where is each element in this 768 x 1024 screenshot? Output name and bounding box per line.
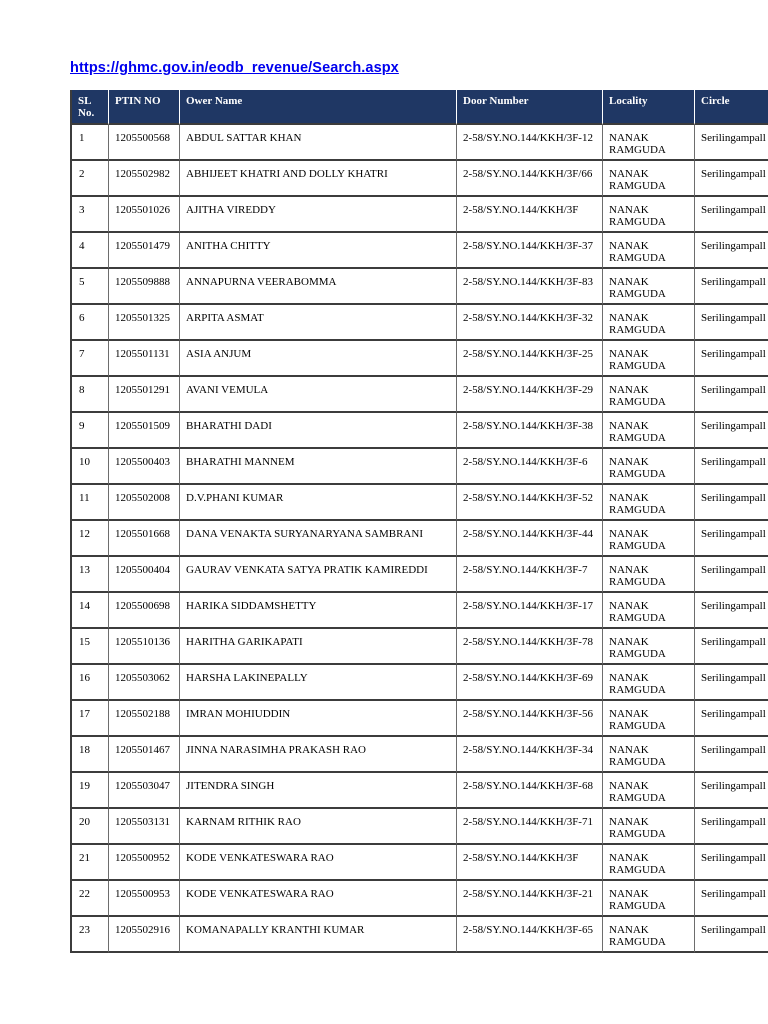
search-url-link[interactable]: https://ghmc.gov.in/eodb_revenue/Search.aspx <box>70 60 399 76</box>
table-row <box>70 269 768 305</box>
table-row <box>70 125 768 161</box>
table-row <box>70 917 768 953</box>
cell-locality: NANAK RAMGUDA <box>602 593 694 629</box>
cell-owner-name: IMRAN MOHIUDDIN <box>179 701 456 737</box>
cell-owner-name: ARPITA ASMAT <box>179 305 456 341</box>
cell-ptin-no: 1205502982 <box>108 161 179 197</box>
cell-circle: Serilingampall <box>694 665 768 701</box>
cell-sl-no: 17 <box>70 701 108 737</box>
cell-circle: Serilingampall <box>694 557 768 593</box>
cell-locality: NANAK RAMGUDA <box>602 809 694 845</box>
cell-owner-name: JITENDRA SINGH <box>179 773 456 809</box>
cell-locality: NANAK RAMGUDA <box>602 917 694 953</box>
header-door-number: Door Number <box>456 90 602 125</box>
cell-circle: Serilingampall <box>694 485 768 521</box>
cell-ptin-no: 1205501668 <box>108 521 179 557</box>
cell-owner-name: DANA VENAKTA SURYANARYANA SAMBRANI <box>179 521 456 557</box>
cell-locality: NANAK RAMGUDA <box>602 485 694 521</box>
cell-door-number: 2-58/SY.NO.144/KKH/3F-78 <box>456 629 602 665</box>
cell-locality: NANAK RAMGUDA <box>602 881 694 917</box>
cell-circle: Serilingampall <box>694 917 768 953</box>
cell-circle: Serilingampall <box>694 125 768 161</box>
cell-sl-no: 3 <box>70 197 108 233</box>
cell-door-number: 2-58/SY.NO.144/KKH/3F-69 <box>456 665 602 701</box>
cell-ptin-no: 1205502188 <box>108 701 179 737</box>
cell-sl-no: 21 <box>70 845 108 881</box>
cell-circle: Serilingampall <box>694 341 768 377</box>
cell-ptin-no: 1205500403 <box>108 449 179 485</box>
cell-locality: NANAK RAMGUDA <box>602 701 694 737</box>
cell-locality: NANAK RAMGUDA <box>602 773 694 809</box>
cell-sl-no: 23 <box>70 917 108 953</box>
cell-locality: NANAK RAMGUDA <box>602 377 694 413</box>
cell-door-number: 2-58/SY.NO.144/KKH/3F-7 <box>456 557 602 593</box>
cell-owner-name: HARSHA LAKINEPALLY <box>179 665 456 701</box>
cell-owner-name: AJITHA VIREDDY <box>179 197 456 233</box>
cell-door-number: 2-58/SY.NO.144/KKH/3F-6 <box>456 449 602 485</box>
cell-sl-no: 1 <box>70 125 108 161</box>
cell-sl-no: 4 <box>70 233 108 269</box>
table-header-row <box>70 90 768 125</box>
cell-sl-no: 22 <box>70 881 108 917</box>
cell-door-number: 2-58/SY.NO.144/KKH/3F-56 <box>456 701 602 737</box>
cell-sl-no: 15 <box>70 629 108 665</box>
cell-ptin-no: 1205500404 <box>108 557 179 593</box>
cell-door-number: 2-58/SY.NO.144/KKH/3F/66 <box>456 161 602 197</box>
cell-sl-no: 7 <box>70 341 108 377</box>
cell-ptin-no: 1205502916 <box>108 917 179 953</box>
table-row <box>70 629 768 665</box>
cell-locality: NANAK RAMGUDA <box>602 665 694 701</box>
header-ptin-no: PTIN NO <box>108 90 179 125</box>
cell-ptin-no: 1205503062 <box>108 665 179 701</box>
cell-circle: Serilingampall <box>694 773 768 809</box>
table-row <box>70 341 768 377</box>
cell-sl-no: 10 <box>70 449 108 485</box>
cell-owner-name: KODE VENKATESWARA RAO <box>179 881 456 917</box>
cell-sl-no: 2 <box>70 161 108 197</box>
cell-circle: Serilingampall <box>694 377 768 413</box>
cell-circle: Serilingampall <box>694 809 768 845</box>
cell-locality: NANAK RAMGUDA <box>602 629 694 665</box>
cell-owner-name: GAURAV VENKATA SATYA PRATIK KAMIREDDI <box>179 557 456 593</box>
table-row <box>70 593 768 629</box>
table-row <box>70 377 768 413</box>
cell-locality: NANAK RAMGUDA <box>602 413 694 449</box>
cell-ptin-no: 1205509888 <box>108 269 179 305</box>
table-row <box>70 845 768 881</box>
cell-door-number: 2-58/SY.NO.144/KKH/3F-52 <box>456 485 602 521</box>
table-row <box>70 773 768 809</box>
table-row <box>70 521 768 557</box>
cell-sl-no: 6 <box>70 305 108 341</box>
cell-ptin-no: 1205503131 <box>108 809 179 845</box>
cell-sl-no: 5 <box>70 269 108 305</box>
header-owner-name: Ower Name <box>179 90 456 125</box>
cell-owner-name: KODE VENKATESWARA RAO <box>179 845 456 881</box>
cell-locality: NANAK RAMGUDA <box>602 557 694 593</box>
cell-circle: Serilingampall <box>694 305 768 341</box>
cell-sl-no: 12 <box>70 521 108 557</box>
cell-owner-name: JINNA NARASIMHA PRAKASH RAO <box>179 737 456 773</box>
cell-locality: NANAK RAMGUDA <box>602 269 694 305</box>
cell-ptin-no: 1205501026 <box>108 197 179 233</box>
cell-locality: NANAK RAMGUDA <box>602 305 694 341</box>
cell-locality: NANAK RAMGUDA <box>602 233 694 269</box>
cell-ptin-no: 1205502008 <box>108 485 179 521</box>
cell-ptin-no: 1205501479 <box>108 233 179 269</box>
cell-owner-name: ANNAPURNA VEERABOMMA <box>179 269 456 305</box>
cell-circle: Serilingampall <box>694 161 768 197</box>
cell-owner-name: D.V.PHANI KUMAR <box>179 485 456 521</box>
cell-ptin-no: 1205510136 <box>108 629 179 665</box>
table-row <box>70 197 768 233</box>
cell-owner-name: HARIKA SIDDAMSHETTY <box>179 593 456 629</box>
table-row <box>70 305 768 341</box>
cell-owner-name: ASIA ANJUM <box>179 341 456 377</box>
cell-circle: Serilingampall <box>694 413 768 449</box>
cell-ptin-no: 1205501131 <box>108 341 179 377</box>
cell-door-number: 2-58/SY.NO.144/KKH/3F <box>456 845 602 881</box>
cell-owner-name: KARNAM RITHIK RAO <box>179 809 456 845</box>
cell-door-number: 2-58/SY.NO.144/KKH/3F-29 <box>456 377 602 413</box>
cell-ptin-no: 1205501325 <box>108 305 179 341</box>
cell-sl-no: 19 <box>70 773 108 809</box>
cell-locality: NANAK RAMGUDA <box>602 449 694 485</box>
cell-sl-no: 13 <box>70 557 108 593</box>
table-row <box>70 737 768 773</box>
cell-sl-no: 11 <box>70 485 108 521</box>
cell-circle: Serilingampall <box>694 593 768 629</box>
cell-door-number: 2-58/SY.NO.144/KKH/3F-32 <box>456 305 602 341</box>
cell-circle: Serilingampall <box>694 845 768 881</box>
cell-locality: NANAK RAMGUDA <box>602 197 694 233</box>
table-row <box>70 413 768 449</box>
cell-sl-no: 20 <box>70 809 108 845</box>
cell-circle: Serilingampall <box>694 701 768 737</box>
cell-circle: Serilingampall <box>694 233 768 269</box>
header-locality: Locality <box>602 90 694 125</box>
cell-locality: NANAK RAMGUDA <box>602 521 694 557</box>
cell-door-number: 2-58/SY.NO.144/KKH/3F-25 <box>456 341 602 377</box>
cell-locality: NANAK RAMGUDA <box>602 845 694 881</box>
table-body <box>70 125 768 953</box>
cell-locality: NANAK RAMGUDA <box>602 125 694 161</box>
cell-locality: NANAK RAMGUDA <box>602 341 694 377</box>
cell-door-number: 2-58/SY.NO.144/KKH/3F-83 <box>456 269 602 305</box>
cell-ptin-no: 1205501291 <box>108 377 179 413</box>
table-row <box>70 161 768 197</box>
cell-ptin-no: 1205500953 <box>108 881 179 917</box>
table-row <box>70 665 768 701</box>
header-circle: Circle <box>694 90 768 125</box>
cell-door-number: 2-58/SY.NO.144/KKH/3F-38 <box>456 413 602 449</box>
header-sl-no: SL No. <box>70 90 108 125</box>
table-row <box>70 881 768 917</box>
cell-owner-name: ANITHA CHITTY <box>179 233 456 269</box>
cell-sl-no: 18 <box>70 737 108 773</box>
table-row <box>70 701 768 737</box>
table-row <box>70 809 768 845</box>
cell-circle: Serilingampall <box>694 737 768 773</box>
cell-circle: Serilingampall <box>694 269 768 305</box>
cell-ptin-no: 1205500698 <box>108 593 179 629</box>
cell-circle: Serilingampall <box>694 881 768 917</box>
cell-ptin-no: 1205500568 <box>108 125 179 161</box>
cell-locality: NANAK RAMGUDA <box>602 161 694 197</box>
cell-circle: Serilingampall <box>694 629 768 665</box>
cell-door-number: 2-58/SY.NO.144/KKH/3F-17 <box>456 593 602 629</box>
cell-sl-no: 8 <box>70 377 108 413</box>
cell-door-number: 2-58/SY.NO.144/KKH/3F-68 <box>456 773 602 809</box>
cell-owner-name: KOMANAPALLY KRANTHI KUMAR <box>179 917 456 953</box>
cell-owner-name: HARITHA GARIKAPATI <box>179 629 456 665</box>
table-row <box>70 449 768 485</box>
cell-door-number: 2-58/SY.NO.144/KKH/3F-12 <box>456 125 602 161</box>
cell-door-number: 2-58/SY.NO.144/KKH/3F-37 <box>456 233 602 269</box>
cell-owner-name: AVANI VEMULA <box>179 377 456 413</box>
cell-sl-no: 14 <box>70 593 108 629</box>
cell-sl-no: 9 <box>70 413 108 449</box>
cell-owner-name: BHARATHI DADI <box>179 413 456 449</box>
cell-sl-no: 16 <box>70 665 108 701</box>
table-row <box>70 233 768 269</box>
cell-door-number: 2-58/SY.NO.144/KKH/3F <box>456 197 602 233</box>
cell-door-number: 2-58/SY.NO.144/KKH/3F-34 <box>456 737 602 773</box>
table-row <box>70 485 768 521</box>
cell-locality: NANAK RAMGUDA <box>602 737 694 773</box>
table-row <box>70 557 768 593</box>
cell-ptin-no: 1205501509 <box>108 413 179 449</box>
cell-owner-name: ABDUL SATTAR KHAN <box>179 125 456 161</box>
cell-circle: Serilingampall <box>694 197 768 233</box>
property-table <box>70 90 768 953</box>
cell-door-number: 2-58/SY.NO.144/KKH/3F-44 <box>456 521 602 557</box>
cell-door-number: 2-58/SY.NO.144/KKH/3F-71 <box>456 809 602 845</box>
cell-circle: Serilingampall <box>694 449 768 485</box>
cell-ptin-no: 1205500952 <box>108 845 179 881</box>
cell-owner-name: BHARATHI MANNEM <box>179 449 456 485</box>
cell-door-number: 2-58/SY.NO.144/KKH/3F-65 <box>456 917 602 953</box>
cell-circle: Serilingampall <box>694 521 768 557</box>
cell-owner-name: ABHIJEET KHATRI AND DOLLY KHATRI <box>179 161 456 197</box>
cell-ptin-no: 1205501467 <box>108 737 179 773</box>
cell-door-number: 2-58/SY.NO.144/KKH/3F-21 <box>456 881 602 917</box>
cell-ptin-no: 1205503047 <box>108 773 179 809</box>
